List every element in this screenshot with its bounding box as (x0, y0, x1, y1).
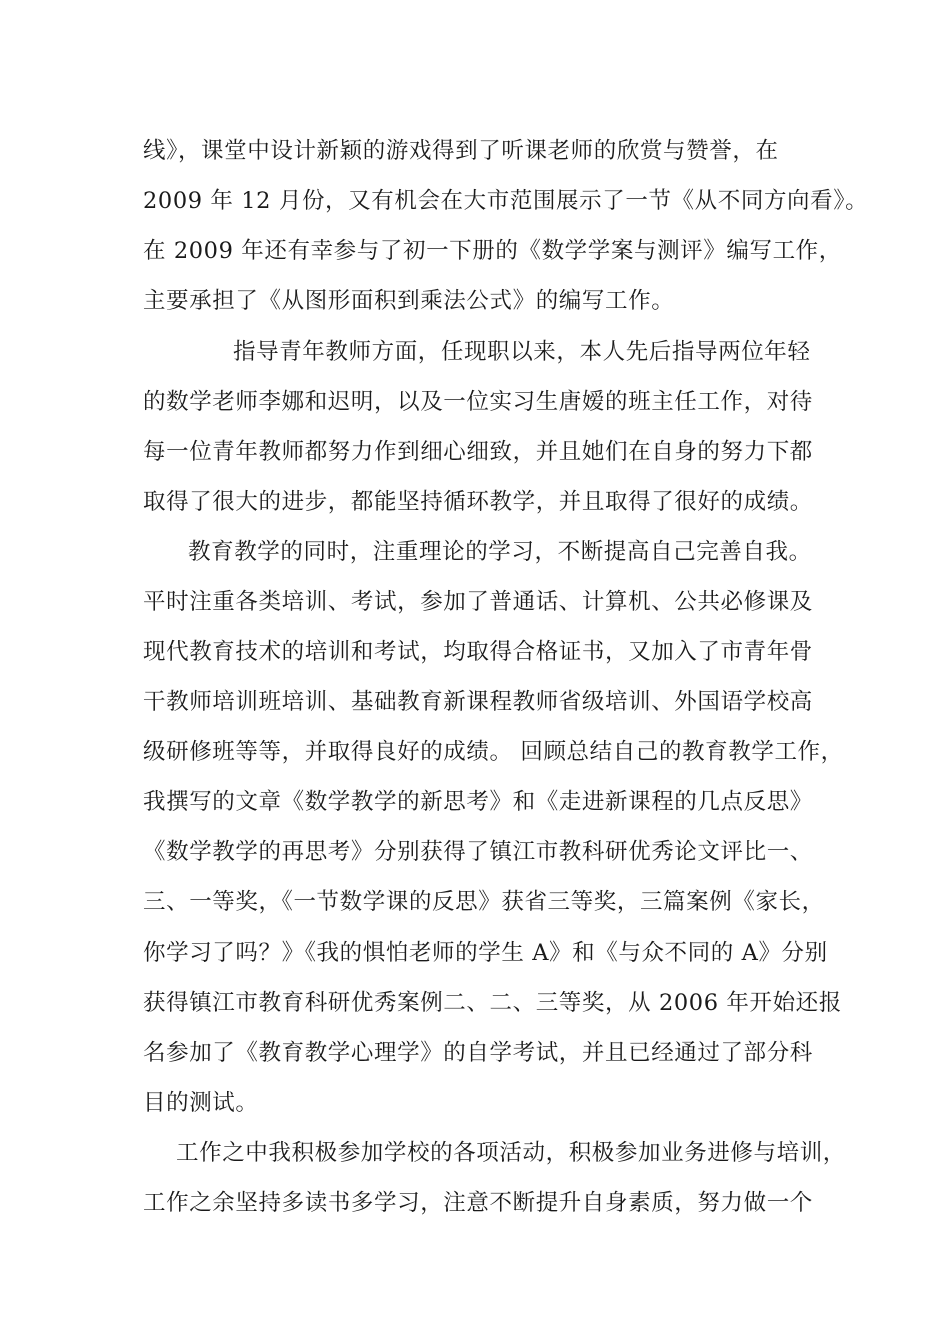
text-line: 你学习了吗？》《我的惧怕老师的学生 A》和《与众不同的 A》分别 (143, 940, 828, 966)
text-line: 教育教学的同时，注重理论的学习，不断提高自己完善自我。 (188, 539, 812, 565)
text-line: 取得了很大的进步，都能坚持循环教学，并且取得了很好的成绩。 (143, 489, 813, 515)
text-line: 平时注重各类培训、考试，参加了普通话、计算机、公共必修课及 (143, 589, 813, 615)
text-line: 主要承担了《从图形面积到乘法公式》的编写工作。 (143, 288, 675, 314)
text-line: 工作之余坚持多读书多学习，注意不断提升自身素质，努力做一个 (143, 1190, 813, 1216)
text-line: 每一位青年教师都努力作到细心细致，并且她们在自身的努力下都 (143, 439, 813, 465)
text-line: 现代教育技术的培训和考试，均取得合格证书，又加入了市青年骨 (143, 639, 813, 665)
text-line: 指导青年教师方面，任现职以来，本人先后指导两位年轻 (233, 339, 811, 365)
text-line: 获得镇江市教育科研优秀案例二、二、三等奖，从 2006 年开始还报 (143, 990, 842, 1016)
text-line: 在 2009 年还有幸参与了初一下册的《数学学案与测评》编写工作， (143, 238, 842, 264)
text-line: 目的测试。 (143, 1090, 259, 1116)
text-line: 级研修班等等，并取得良好的成绩。 回顾总结自己的教育教学工作， (143, 739, 844, 765)
text-line: 工作之中我积极参加学校的各项活动，积极参加业务进修与培训， (176, 1140, 846, 1166)
text-line: 的数学老师李娜和迟明，以及一位实习生唐嫒的班主任工作，对待 (143, 389, 813, 415)
text-line: 干教师培训班培训、基础教育新课程教师省级培训、外国语学校高 (143, 689, 813, 715)
text-line: 2009 年 12 月份，又有机会在大市范围展示了一节《从不同方向看》。 (143, 188, 869, 214)
text-line: 名参加了《教育教学心理学》的自学考试，并且已经通过了部分科 (143, 1040, 813, 1066)
text-line: 线》，课堂中设计新颖的游戏得到了听课老师的欣赏与赞誉，在 (143, 138, 779, 164)
text-line: 《数学教学的再思考》分别获得了镇江市教科研优秀论文评比一、 (143, 839, 813, 865)
text-line: 三、一等奖，《一节数学课的反思》获省三等奖，三篇案例《家长， (143, 889, 825, 915)
text-line: 我撰写的文章《数学教学的新思考》和《走进新课程的几点反思》 (143, 789, 813, 815)
